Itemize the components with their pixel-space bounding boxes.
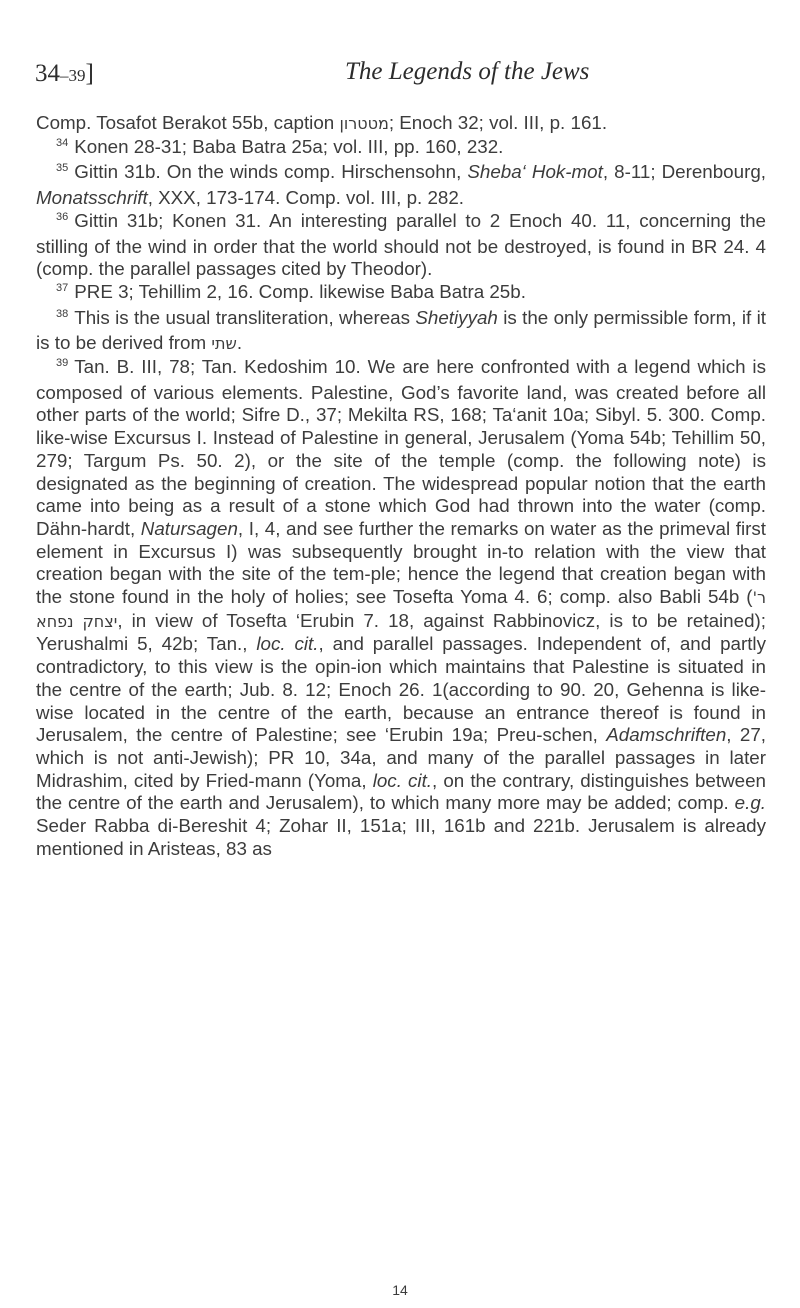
footnote-number: 37 [56,281,69,294]
hebrew-term: מטטרון [339,114,389,133]
footnote-number: 35 [56,162,69,175]
note-text: This is the usual transliteration, whereas [74,306,416,328]
italic-title: Monatsschrift [36,187,148,209]
note-38 [36,307,766,356]
italic-title: Natursagen [140,517,238,539]
note-text: , 8-11; Derenbourg, [602,161,766,183]
note-text: Gittin 31b; Konen 31. An interesting parallel to 2 Enoch 40. 11, concerning the stilling of the wind in order that the world should not be destroyed, is found in BR 24. 4 (comp. the parallel passages cited by Theodor). [36,209,766,280]
book-title: The Legends of the Jews [345,58,590,85]
note-text: Tan. B. III, 78; Tan. Kedoshim 10. We are here confronted with a legend which is composed of various elements. Palestine, God’s favorite land, was created before all other parts of the world; Sifre D., 37; Mekilta RS, 168; Ta‘anit 10a; Sibyl. 5. 300. Comp. like-wise Excursus I. Instead of Palestine in general, Jerusalem (Yoma 54b; Tehillim 50, 279; Targum Ps. 50. 2), or the site of the temple (comp. the following note) is designated as the beginning of creation. The widespread popular notion that the earth came into being as a result of a stone which God had thrown into the water (comp. Dähn-hardt, [36,356,766,539]
note-36 [36,210,766,281]
running-head [35,56,765,96]
italic-term: Shetiyyah [415,306,498,328]
italic-title: Adamschriften [606,724,727,746]
note-text: , XXX, 173-174. Comp. vol. III, p. 282. [147,187,465,209]
note-37 [36,281,766,307]
note-34 [36,136,766,162]
footnote-number: 34 [56,136,69,149]
note-39 [36,356,766,860]
note-text: , I, 4, and see further the remarks on water as the primeval first element in Excursus I) was subsequently brought in-to relation with the view that creation began with the site of the tem-ple; hence the legend that creation began with the stone found in the holy of holies; see Tosefta Yoma 4. 6; comp. also Babli 54b ( [36,517,766,608]
note-33-continuation [36,112,766,136]
endnotes [36,112,766,861]
note-text: Comp. Tosafot Berakot 55b, caption [36,112,340,133]
page-range [35,60,94,88]
note-text: Seder Rabba di-Bereshit 4; Zohar II, 151a; III, 161b and 221b. Jerusalem is already mentioned in Aristeas, 83 as [36,815,766,859]
note-text: , and parallel passages. Independent of, and partly contradictory, to this view is the opin-ion which maintains that Palestine is situated in the centre of the earth; Jub. 8. 12; Enoch 26. 1(according to 90. 20, Gehenna is like-wise located in the centre of the earth, because an entrance thereof is found in Jerusalem, the centre of Palestine; see ‘Erubin 19a; Preu-schen, [36,633,766,746]
page-range-bracket: ] [85,60,94,87]
italic-title: Sheba‘ Hok-mot [467,161,603,183]
italic-abbrev: loc. cit. [256,633,319,655]
footnote-number: 36 [56,210,69,223]
note-text: , in view of Tosefta ‘Erubin 7. 18, against Rabbinovicz, is to be retained); Yerushalmi 5, 42b; Tan., [36,609,766,655]
note-text: Gittin 31b. On the winds comp. Hirschensohn, [74,161,468,183]
italic-abbrev: loc. cit. [372,769,433,791]
hebrew-term: ר' יצחק נפחא [36,588,766,631]
footnote-number: 39 [56,357,69,370]
footnote-number: 38 [56,307,69,320]
note-text: PRE 3; Tehillim 2, 16. Comp. likewise Baba Batra 25b. [74,280,526,302]
note-text: is the only permissible form, if it is to be derived from [36,306,766,354]
page-range-sub: –39 [60,66,86,85]
note-35 [36,161,766,209]
note-text: , on the contrary, distinguishes between the centre of the earth and Jerusalem), to which many more may be added; comp. [36,769,766,814]
italic-abbrev: e.g. [734,792,766,814]
note-text: Konen 28-31; Baba Batra 25a; vol. III, pp. 160, 232. [74,135,504,157]
note-text: . [236,332,243,354]
note-text: , 27, which is not anti-Jewish); PR 10, 34a, and many of the parallel passages in later Midrashim, cited by Fried-mann (Yoma, [36,724,766,791]
note-text: ; Enoch 32; vol. III, p. 161. [388,112,608,133]
page-range-main: 34 [35,60,60,87]
hebrew-term: שתי [211,334,237,354]
page-number: 14 [392,1282,408,1298]
